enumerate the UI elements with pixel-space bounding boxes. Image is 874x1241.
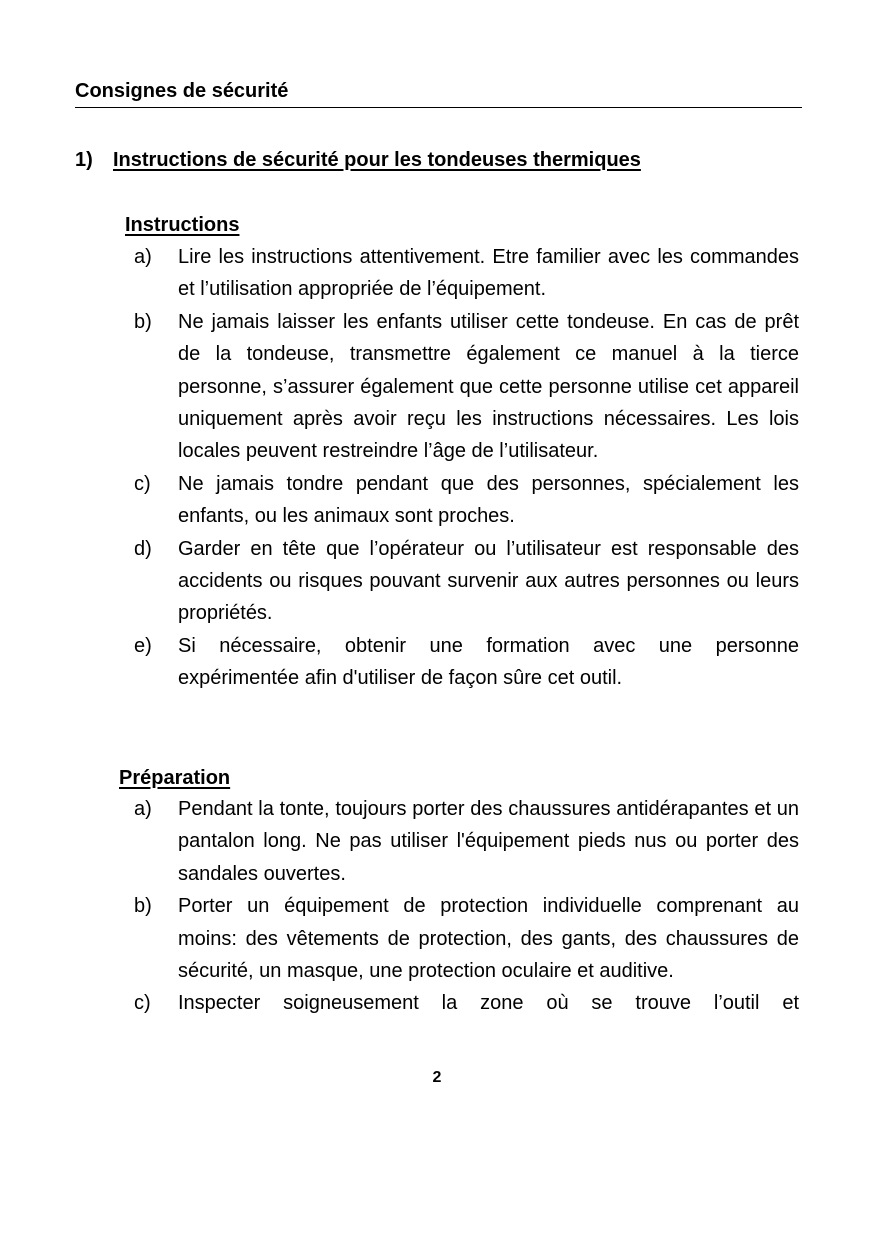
section-number: 1) — [75, 149, 93, 171]
list-item-text: Garder en tête que l’opérateur ou l’utilisateur est responsable des accidents ou risques pouvant survenir aux autres personnes ou leurs propriétés. — [178, 537, 799, 625]
list-marker: a) — [134, 798, 152, 820]
instructions-list — [134, 241, 799, 695]
list-item — [134, 987, 799, 1019]
list-item-text: Inspecter soigneusement la zone où se trouve l’outil et — [178, 992, 799, 1015]
list-marker: c) — [134, 992, 151, 1015]
list-item — [134, 630, 799, 695]
list-marker: b) — [134, 895, 152, 918]
list-marker: b) — [134, 310, 152, 333]
list-marker: c) — [134, 472, 151, 495]
list-item — [134, 468, 799, 533]
list-item-text: Pendant la tonte, toujours porter des chaussures antidérapantes et un pantalon long. Ne pas utiliser l'équipement pieds nus ou porter des sandales ouvertes. — [178, 798, 799, 885]
list-item-text: Ne jamais laisser les enfants utiliser cette tondeuse. En cas de prêt de la tondeuse, transmettre également ce manuel à la tierce personne, s’assurer également que cette personne utilise cet appareil uniquement après avoir reçu les instructions nécessaires. Les lois locales peuvent restreindre l’âge de l’utilisateur. — [178, 310, 799, 463]
preparation-list — [134, 793, 799, 1020]
section-title-text: Instructions de sécurité pour les tondeuses thermiques — [113, 149, 641, 171]
list-item-text: Si nécessaire, obtenir une formation avec une personne expérimentée afin d'utiliser de façon sûre cet outil. — [178, 634, 799, 690]
list-item — [134, 241, 799, 306]
list-marker: d) — [134, 537, 152, 560]
list-item-text: Lire les instructions attentivement. Etre familier avec les commandes et l’utilisation appropriée de l’équipement. — [178, 246, 799, 301]
list-item-text: Ne jamais tondre pendant que des personnes, spécialement les enfants, ou les animaux sont proches. — [178, 472, 799, 528]
list-item — [134, 890, 799, 987]
instructions-heading: Instructions — [125, 214, 240, 236]
page-number: 2 — [432, 1069, 442, 1086]
preparation-heading: Préparation — [119, 767, 231, 789]
list-item — [134, 533, 799, 630]
list-item — [134, 306, 799, 468]
list-item — [134, 793, 799, 890]
page-header — [75, 78, 802, 108]
list-item-text: Porter un équipement de protection individuelle comprenant au moins: des vêtements de protection, des gants, des chaussures de sécurité, un masque, une protection oculaire et auditive. — [178, 895, 799, 983]
page-title: Consignes de sécurité — [75, 80, 289, 102]
list-marker: e) — [134, 634, 152, 657]
section-title — [75, 146, 641, 174]
list-marker: a) — [134, 246, 152, 268]
